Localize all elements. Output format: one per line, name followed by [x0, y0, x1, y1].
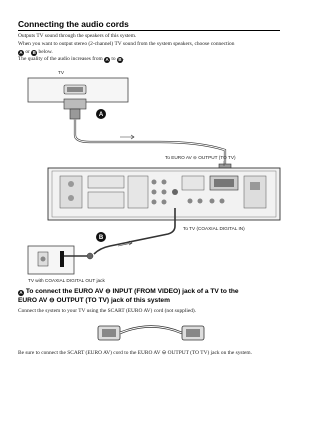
intro-line-1: Outputs TV sound through the speakers of this system.: [18, 33, 137, 39]
badge-a-icon: A: [105, 57, 109, 62]
tv-coaxial-illustration: [28, 246, 93, 274]
tv-coaxial-label: TV with COAXIAL DIGITAL OUT jack: [28, 278, 105, 283]
step-a-heading-line-2: EURO AV ⊖ OUTPUT (TO TV) jack of this system: [18, 296, 170, 304]
tv-illustration: [28, 70, 128, 102]
badge-b-icon: [96, 232, 106, 242]
step-a-description: Connect the system to your TV using the SCART (EURO AV) cord (not supplied).: [18, 308, 197, 314]
section-title: Connecting the audio cords: [18, 19, 129, 29]
svg-text:B: B: [98, 235, 104, 241]
intro-line-3-or: or: [24, 49, 32, 55]
scart-cord-a: [75, 119, 225, 172]
badge-a-icon: [96, 109, 106, 119]
intro-line-4-start: The quality of the audio increases from: [18, 56, 105, 62]
badge-a-icon: A: [19, 290, 23, 295]
badge-b-icon: B: [32, 50, 36, 55]
signal-arrow-a: [120, 135, 134, 139]
intro-line-4-to: to: [110, 56, 117, 62]
coaxial-in-label: To TV (COAXIAL DIGITAL IN): [183, 226, 245, 231]
system-rear-panel: [48, 168, 280, 220]
intro-line-4-end: .: [122, 56, 125, 62]
tv-label: TV: [58, 70, 64, 75]
intro-line-3-end: below.: [37, 49, 53, 55]
connection-diagram: [0, 64, 300, 286]
euro-av-output-label: To EURO AV ⊖ OUTPUT (TO TV): [165, 155, 236, 160]
step-a-heading-line-1: To connect the EURO AV ⊖ INPUT (FROM VIDEO) jack of a TV to the: [24, 288, 239, 295]
connection-note: Be sure to connect the SCART (EURO AV) cord to the EURO AV ⊖ OUTPUT (TO TV) jack on the system.: [18, 350, 252, 356]
title-divider: [18, 30, 280, 31]
intro-line-2: When you want to output stereo (2-channel) TV sound from the system speakers, choose connection: [18, 41, 235, 47]
badge-b-icon: B: [118, 57, 122, 62]
intro-line-4: [18, 56, 280, 64]
scart-cord-illustration: [96, 318, 206, 348]
step-a-heading: [18, 288, 282, 305]
badge-a-icon: A: [19, 50, 23, 55]
scart-plug-tv: [64, 99, 86, 119]
svg-text:A: A: [98, 112, 104, 118]
